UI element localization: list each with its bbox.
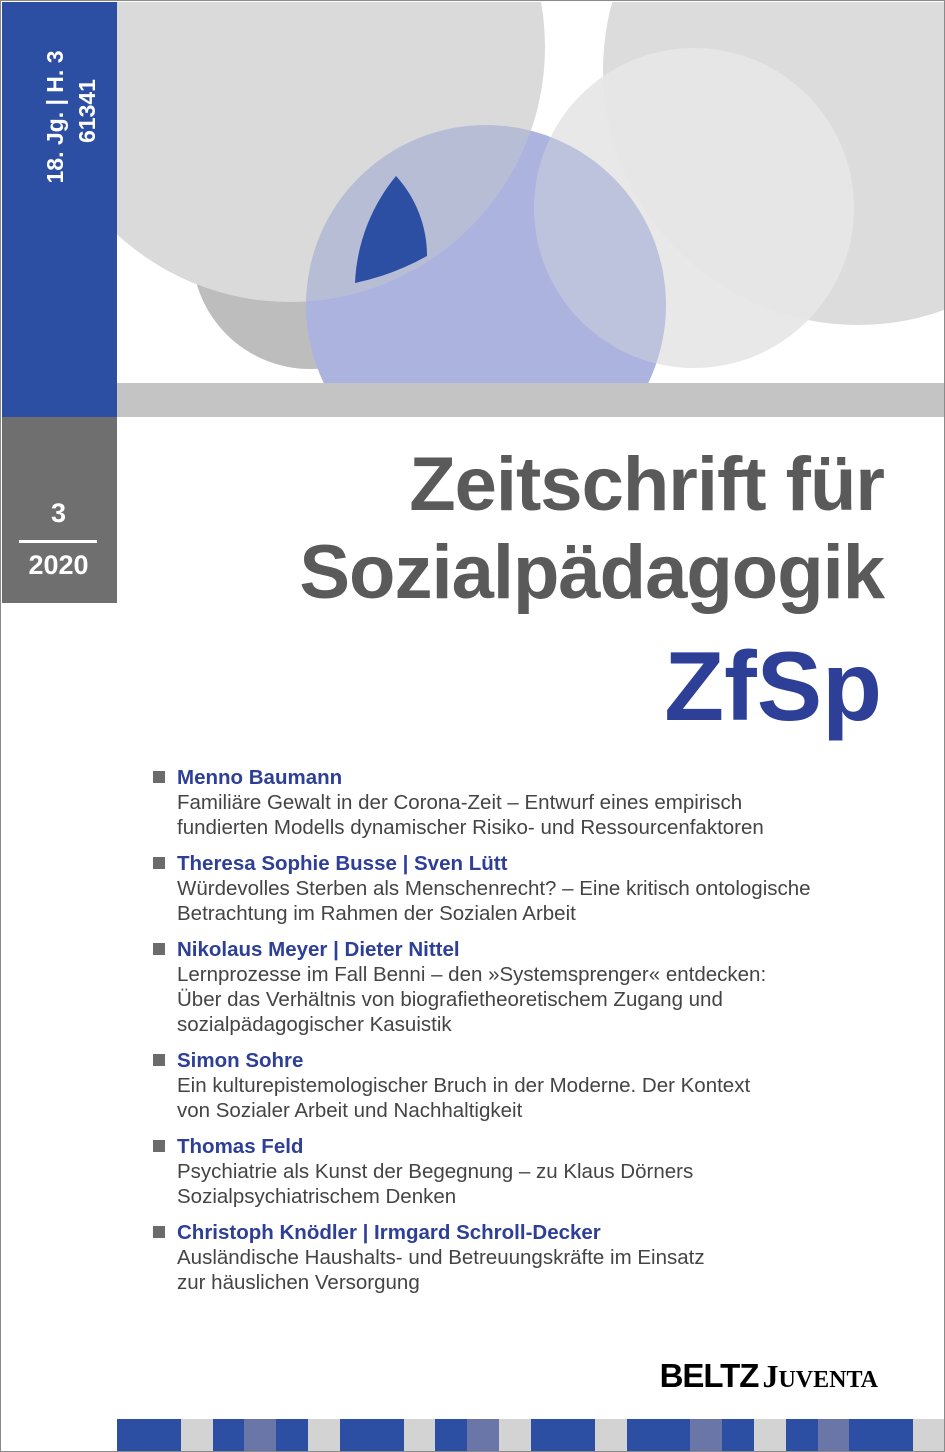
toc-authors: Thomas Feld bbox=[177, 1135, 304, 1158]
toc-article-line: Sozialpsychiatrischem Denken bbox=[177, 1185, 457, 1208]
toc-authors: Menno Baumann bbox=[177, 766, 343, 789]
toc-entry bbox=[153, 937, 873, 1037]
strip-segment bbox=[213, 1419, 245, 1451]
issue-number: 3 bbox=[50, 498, 67, 528]
toc-article-line: Ausländische Haushalts- und Betreuungskräfte im Einsatz bbox=[177, 1246, 705, 1269]
strip-segment bbox=[117, 1419, 149, 1451]
strip-segment bbox=[308, 1419, 340, 1451]
square-bullet-icon bbox=[153, 771, 165, 783]
strip-segment bbox=[818, 1419, 850, 1451]
toc-entry bbox=[153, 765, 873, 840]
strip-segment bbox=[181, 1419, 213, 1451]
toc-entry bbox=[153, 1134, 873, 1209]
toc-entry bbox=[153, 851, 873, 926]
publisher-juventa-rest: UVENTA bbox=[778, 1367, 878, 1393]
publisher-juventa-initial: J bbox=[762, 1358, 779, 1394]
table-of-contents bbox=[153, 765, 873, 1306]
spine-product-code: 61341 bbox=[74, 79, 100, 143]
strip-segment bbox=[467, 1419, 499, 1451]
strip-segment bbox=[404, 1419, 436, 1451]
strip-segment bbox=[754, 1419, 786, 1451]
toc-article-line: Über das Verhältnis von biografietheoretischem Zugang und bbox=[177, 988, 723, 1011]
square-bullet-icon bbox=[153, 1226, 165, 1238]
strip-segment bbox=[881, 1419, 913, 1451]
toc-authors: Theresa Sophie Busse | Sven Lütt bbox=[177, 852, 508, 875]
publisher-name-beltz: BELTZ bbox=[659, 1357, 759, 1394]
journal-title bbox=[299, 441, 884, 617]
strip-segment bbox=[595, 1419, 627, 1451]
strip-segment bbox=[499, 1419, 531, 1451]
toc-authors: Christoph Knödler | Irmgard Schroll-Decker bbox=[177, 1221, 601, 1244]
strip-segment bbox=[849, 1419, 881, 1451]
decorative-circles-graphic bbox=[117, 2, 945, 383]
issue-year: 2020 bbox=[28, 550, 89, 580]
journal-title-line-2: Sozialpädagogik bbox=[299, 530, 884, 615]
strip-segment bbox=[372, 1419, 404, 1451]
spine-text-group bbox=[24, 42, 100, 192]
strip-segment bbox=[244, 1419, 276, 1451]
strip-segment bbox=[276, 1419, 308, 1451]
toc-article-line: Lernprozesse im Fall Benni – den »Systemsprenger« entdecken: bbox=[177, 963, 767, 986]
strip-segment bbox=[563, 1419, 595, 1451]
strip-segment bbox=[627, 1419, 659, 1451]
circles-illustration bbox=[117, 2, 945, 383]
toc-article-line: fundierten Modells dynamischer Risiko- und Ressourcenfaktoren bbox=[177, 816, 764, 839]
publisher-name-juventa bbox=[762, 1358, 878, 1394]
strip-segment bbox=[658, 1419, 690, 1451]
strip-segment bbox=[722, 1419, 754, 1451]
journal-title-line-1: Zeitschrift für bbox=[409, 442, 884, 527]
toc-entry bbox=[153, 1220, 873, 1295]
strip-segment bbox=[340, 1419, 372, 1451]
square-bullet-icon bbox=[153, 1054, 165, 1066]
square-bullet-icon bbox=[153, 1140, 165, 1152]
bottom-color-strip bbox=[117, 1419, 945, 1451]
toc-article-line: zur häuslichen Versorgung bbox=[177, 1271, 420, 1294]
toc-article-line: Psychiatrie als Kunst der Begegnung – zu Klaus Dörners bbox=[177, 1160, 694, 1183]
spine-blue-panel bbox=[2, 2, 117, 417]
toc-authors: Nikolaus Meyer | Dieter Nittel bbox=[177, 938, 460, 961]
strip-segment bbox=[531, 1419, 563, 1451]
strip-segment bbox=[913, 1419, 945, 1451]
toc-article-line: von Sozialer Arbeit und Nachhaltigkeit bbox=[177, 1099, 523, 1122]
strip-segment bbox=[435, 1419, 467, 1451]
spine-volume-issue: 18. Jg. | H. 3 bbox=[42, 50, 68, 184]
strip-segment bbox=[786, 1419, 818, 1451]
square-bullet-icon bbox=[153, 943, 165, 955]
toc-article-line: Familiäre Gewalt in der Corona-Zeit – Entwurf eines empirisch bbox=[177, 791, 743, 814]
strip-segment bbox=[149, 1419, 181, 1451]
issue-divider bbox=[19, 540, 97, 543]
toc-article-line: Betrachtung im Rahmen der Sozialen Arbeit bbox=[177, 902, 576, 925]
strip-segment bbox=[690, 1419, 722, 1451]
publisher-logo bbox=[660, 1358, 878, 1401]
journal-abbreviation: ZfSp bbox=[664, 631, 882, 741]
toc-article-line: Würdevolles Sterben als Menschenrecht? – Eine kritisch ontologische bbox=[177, 877, 811, 900]
toc-authors: Simon Sohre bbox=[177, 1049, 304, 1072]
toc-entry bbox=[153, 1048, 873, 1123]
square-bullet-icon bbox=[153, 857, 165, 869]
gray-divider-band bbox=[117, 383, 945, 417]
toc-article-line: sozialpädagogischer Kasuistik bbox=[177, 1013, 452, 1036]
toc-article-line: Ein kulturepistemologischer Bruch in der Moderne. Der Kontext bbox=[177, 1074, 751, 1097]
